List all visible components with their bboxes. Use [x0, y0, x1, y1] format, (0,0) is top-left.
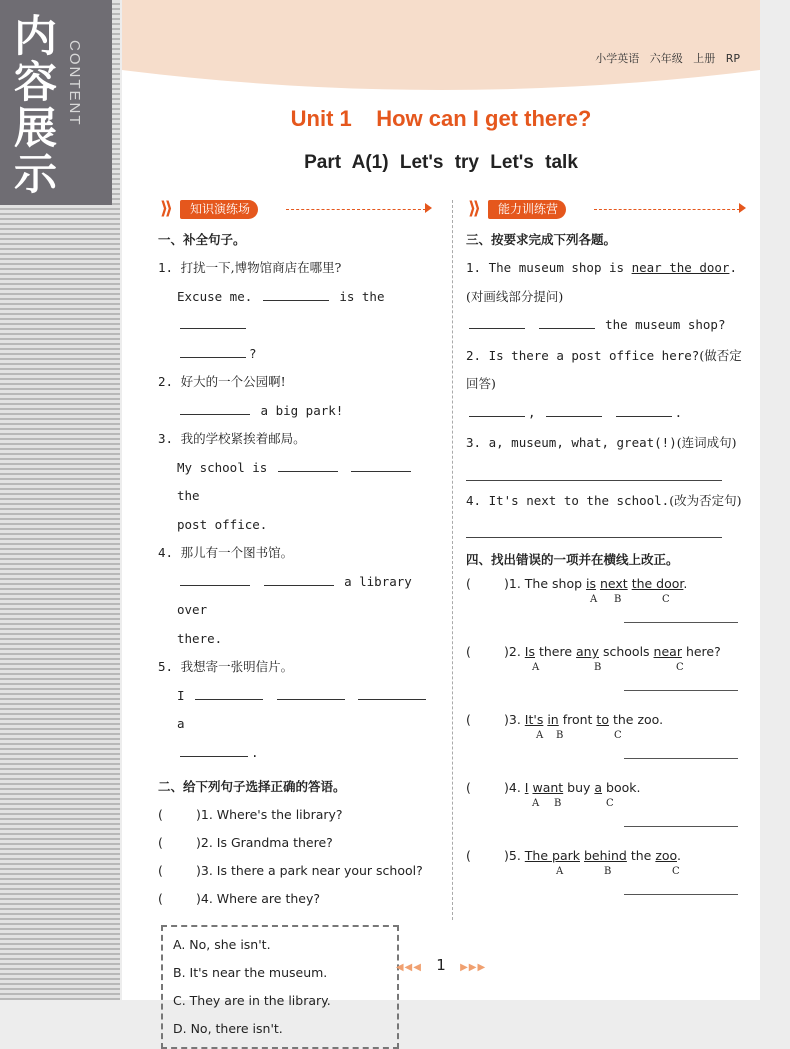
correction-line[interactable] [624, 894, 738, 895]
answer-blank[interactable] [277, 685, 345, 700]
punctuation: . [674, 404, 683, 420]
option-letter: C [676, 662, 684, 673]
section-heading: 四、找出错误的一项并在横线上改正。 [466, 552, 679, 567]
option-letter: B [614, 594, 622, 605]
question-text: the museum shop? [605, 317, 726, 332]
option-a-text: It's [524, 712, 544, 727]
next-page-icon[interactable]: ▶▶▶ [460, 962, 487, 973]
question-5 [158, 653, 432, 767]
sentence-part: the [626, 848, 656, 863]
question-text: a big park! [260, 402, 344, 418]
question-number: 2. [158, 374, 174, 389]
answer-option: C. They are in the library. [173, 993, 331, 1008]
answer-blank[interactable] [180, 400, 250, 415]
question-number: )5. [504, 848, 521, 863]
answer-blank[interactable] [469, 314, 525, 329]
runner-icon: ⟫ [468, 198, 481, 219]
answer-paren[interactable]: ( [158, 863, 163, 878]
option-c-text: near [653, 644, 682, 659]
runner-icon: ⟫ [160, 198, 173, 219]
option-b-text: behind [583, 848, 627, 863]
option-letter: B [556, 730, 564, 741]
answer-blank[interactable] [469, 402, 525, 417]
left-column [158, 196, 432, 1049]
answer-paren[interactable]: ( [466, 780, 471, 795]
option-letter: A [590, 594, 598, 605]
choice-text: )2. Is Grandma there? [196, 835, 333, 850]
left-banner [158, 196, 432, 222]
answer-paren[interactable]: ( [158, 807, 163, 822]
option-letter: B [594, 662, 602, 673]
option-letter: A [536, 730, 544, 741]
arrow-icon [739, 203, 746, 213]
task-1 [466, 254, 746, 340]
answer-blank[interactable] [263, 286, 329, 301]
book-info: 小学英语 六年级 上册 RP [595, 52, 740, 65]
arrow-icon [425, 203, 432, 213]
question-cn: 那儿有一个图书馆。 [180, 545, 294, 560]
underlined-text: near the door [631, 260, 730, 275]
right-column [466, 196, 746, 908]
task-2 [466, 342, 746, 428]
question-number: )3. [504, 712, 521, 727]
answer-blank[interactable] [358, 685, 426, 700]
task-note: (连词成句) [676, 435, 737, 450]
answer-blank[interactable] [539, 314, 595, 329]
answer-paren[interactable]: ( [158, 835, 163, 850]
option-a-text: I [524, 780, 529, 795]
option-a-text: The park [524, 848, 580, 863]
option-c-text: to [596, 712, 609, 727]
question-number: 5. [158, 659, 174, 674]
sentence-part: The shop [524, 576, 587, 591]
sidebar-title-char: 示 [14, 150, 57, 200]
answer-blank[interactable] [180, 571, 250, 586]
option-letter: B [554, 798, 562, 809]
task-3 [466, 429, 746, 481]
question-text: a, museum, what, great(!) [488, 435, 677, 450]
banner-label: 知识演练场 [180, 200, 258, 219]
answer-blank[interactable] [264, 571, 334, 586]
option-letter: C [662, 594, 670, 605]
answer-paren[interactable]: ( [466, 576, 471, 591]
option-c-text: the door [631, 576, 684, 591]
error-item-3 [466, 710, 746, 772]
option-letter: A [556, 866, 564, 877]
question-2 [158, 368, 432, 425]
question-number: )4. [504, 780, 521, 795]
task-note: (做否定回答) [466, 347, 742, 391]
sentence-part: buy [563, 780, 595, 795]
question-text: The museum shop is [488, 260, 632, 275]
sentence-part: there [535, 644, 577, 659]
question-3 [158, 425, 432, 539]
question-number: 4. [158, 545, 174, 560]
choice-question [158, 801, 432, 829]
page-number: 1 [436, 956, 446, 974]
question-cn: 打扰一下,博物馆商店在哪里? [180, 260, 342, 275]
option-letter: C [606, 798, 614, 809]
answer-line[interactable] [466, 523, 722, 538]
sentence-part: book. [602, 780, 641, 795]
task-4 [466, 487, 746, 539]
worksheet-page [122, 0, 760, 1036]
question-text: a library over [177, 573, 412, 617]
answer-paren[interactable]: ( [158, 891, 163, 906]
question-number: 1. [466, 260, 482, 275]
option-b-text: in [547, 712, 559, 727]
option-letter: C [614, 730, 622, 741]
part-title: Part A(1) Let's try Let's talk [304, 152, 578, 173]
section-heading: 三、按要求完成下列各题。 [466, 232, 617, 247]
question-number: 3. [466, 435, 482, 450]
error-item-1 [466, 574, 746, 636]
header-curve [122, 0, 760, 95]
question-number: 1. [158, 260, 174, 275]
option-b-text: any [576, 644, 599, 659]
question-text: there. [177, 630, 223, 646]
answer-option: B. It's near the museum. [173, 965, 328, 980]
sentence-part: schools [599, 644, 654, 659]
banner-dash [594, 209, 740, 210]
section-heading: 一、补全句子。 [158, 232, 246, 247]
question-number: 4. [466, 492, 482, 508]
question-text: the [177, 488, 200, 503]
question-text: ? [249, 345, 257, 361]
question-text: . [251, 744, 259, 760]
correction-line[interactable] [624, 622, 738, 623]
answer-blank[interactable] [180, 314, 246, 329]
choice-text: )4. Where are they? [196, 891, 321, 906]
correction-line[interactable] [624, 690, 738, 691]
question-text: My school is [177, 459, 268, 475]
question-number: )2. [504, 644, 521, 659]
question-text: . [729, 260, 737, 275]
question-text: Is there a post office here? [488, 347, 700, 363]
option-b-text: next [600, 576, 628, 591]
answer-blank[interactable] [180, 742, 248, 757]
answer-option: D. No, there isn't. [173, 1021, 283, 1036]
answer-blank[interactable] [351, 457, 411, 472]
question-cn: 我的学校紧挨着邮局。 [180, 431, 306, 446]
banner-dash [286, 209, 426, 210]
question-number: 3. [158, 431, 174, 446]
sentence-part: here? [681, 644, 721, 659]
banner-label: 能力训练营 [488, 200, 566, 219]
sidebar-subtitle: CONTENT [66, 40, 83, 127]
error-item-2 [466, 642, 746, 704]
option-letter: A [532, 662, 540, 673]
question-number: )1. [504, 576, 521, 591]
sidebar-tab [0, 0, 112, 205]
task-note: (改为否定句) [669, 492, 742, 508]
question-number: 2. [466, 347, 482, 363]
answer-blank[interactable] [180, 343, 246, 358]
error-item-4 [466, 778, 746, 840]
question-cn: 好大的一个公园啊! [180, 374, 286, 389]
answer-blank[interactable] [195, 685, 263, 700]
choice-text: )1. Where's the library? [196, 807, 343, 822]
correction-line[interactable] [624, 826, 738, 827]
sentence-part: front [558, 712, 597, 727]
right-banner [466, 196, 746, 222]
column-divider [452, 200, 453, 920]
answer-options-box [161, 925, 399, 1049]
sidebar-title-char: 容 [14, 58, 57, 108]
unit-title: Unit 1 How can I get there? [290, 106, 592, 131]
option-a-text: is [586, 576, 597, 591]
option-a-text: Is [524, 644, 535, 659]
answer-blank[interactable] [546, 402, 602, 417]
question-cn: 我想寄一张明信片。 [180, 659, 294, 674]
answer-paren[interactable]: ( [466, 712, 471, 727]
section-heading: 二、给下列句子选择正确的答语。 [158, 779, 346, 794]
option-c-text: a [594, 780, 603, 795]
choice-text: )3. Is there a park near your school? [196, 863, 423, 878]
answer-blank[interactable] [616, 402, 672, 417]
question-text: Excuse me. [177, 288, 253, 304]
sentence-part: . [676, 848, 681, 863]
option-letter: A [532, 798, 540, 809]
question-4 [158, 539, 432, 653]
question-1 [158, 254, 432, 368]
sentence-part: . [683, 576, 688, 591]
option-letter: C [672, 866, 680, 877]
correction-line[interactable] [624, 758, 738, 759]
pager [122, 956, 760, 974]
sidebar-title-char: 内 [14, 12, 57, 62]
question-text: It's next to the school. [488, 492, 670, 508]
question-text: is the [339, 288, 385, 304]
option-c-text: zoo [655, 848, 677, 863]
option-b-text: want [532, 780, 564, 795]
sidebar-title-char: 展 [14, 104, 57, 154]
error-item-5 [466, 846, 746, 908]
sentence-part: the zoo. [608, 712, 664, 727]
task-note: (对画线部分提问) [466, 288, 564, 304]
header-band [122, 0, 760, 95]
answer-line[interactable] [466, 466, 722, 481]
answer-option: A. No, she isn't. [173, 937, 271, 952]
question-text: I [177, 687, 185, 703]
question-text: a [177, 716, 185, 731]
answer-paren[interactable]: ( [466, 848, 471, 863]
answer-paren[interactable]: ( [466, 644, 471, 659]
choice-question [158, 829, 432, 857]
choice-question [158, 885, 432, 913]
prev-page-icon[interactable]: ◀◀◀ [395, 962, 422, 973]
question-text: post office. [177, 516, 268, 532]
sidebar-title [14, 14, 70, 198]
answer-blank[interactable] [278, 457, 338, 472]
option-letter: B [604, 866, 612, 877]
punctuation: , [528, 404, 536, 420]
choice-question [158, 857, 432, 885]
